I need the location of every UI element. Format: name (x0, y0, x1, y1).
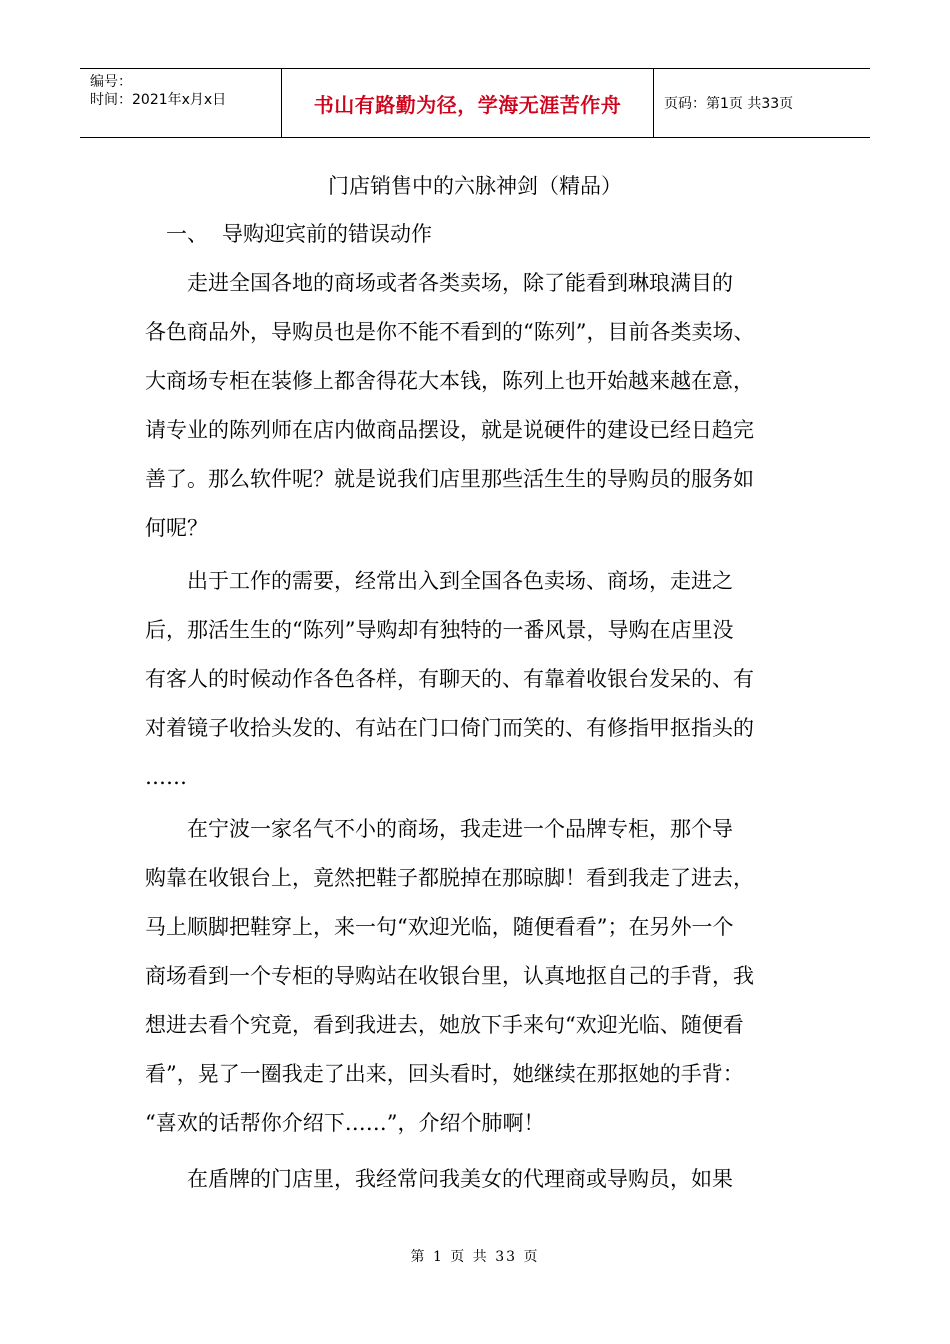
paragraph-line: 走进全国各地的商场或者各类卖场，除了能看到琳琅满目的 (145, 271, 733, 295)
paragraph-line: 各色商品外，导购员也是你不能不看到的“陈列”，目前各类卖场、 (145, 320, 755, 344)
paragraph-1 (145, 259, 825, 553)
paragraph-line: 大商场专柜在装修上都舍得花大本钱，陈列上也开始越来越在意， (145, 369, 754, 393)
header-table (80, 68, 870, 138)
paragraph-line: 善了。那么软件呢？就是说我们店里那些活生生的导购员的服务如 (145, 467, 754, 491)
section-heading (166, 220, 432, 248)
section-heading-text: 导购迎宾前的错误动作 (222, 222, 432, 246)
document-title: 门店销售中的六脉神剑（精品） (328, 174, 622, 198)
paragraph-line: 对着镜子收拾头发的、有站在门口倚门而笑的、有修指甲抠指头的 (145, 716, 754, 740)
paragraph-3 (145, 805, 825, 1148)
paragraph-line: …… (145, 765, 187, 789)
paragraph-line: 在宁波一家名气不小的商场，我走进一个品牌专柜，那个导 (145, 817, 733, 841)
paragraph-line: “喜欢的话帮你介绍下……”，介绍个肺啊！ (145, 1111, 545, 1135)
paragraph-line: 后，那活生生的“陈列”导购却有独特的一番风景，导购在店里没 (145, 618, 734, 642)
paragraph-2 (145, 557, 825, 802)
paragraph-line: 何呢？ (145, 516, 208, 540)
paragraph-4 (145, 1155, 825, 1204)
page-footer: 第 1 页 共 33 页 (410, 1249, 540, 1265)
paragraph-line: 想进去看个究竟，看到我进去，她放下手来句“欢迎光临、随便看 (145, 1013, 744, 1037)
header-motto: 书山有路勤为径，学海无涯苦作舟 (282, 69, 654, 137)
paragraph-line: 出于工作的需要，经常出入到全国各色卖场、商场，走进之 (145, 569, 733, 593)
paragraph-line: 马上顺脚把鞋穿上，来一句“欢迎光临，随便看看”；在另外一个 (145, 915, 734, 939)
document-number-label: 编号： (90, 74, 132, 90)
paragraph-line: 商场看到一个专柜的导购站在收银台里，认真地抠自己的手背，我 (145, 964, 754, 988)
header-page-info: 页码：第1页 共33页 (664, 96, 794, 112)
section-number: 一、 (166, 222, 208, 246)
paragraph-line: 请专业的陈列师在店内做商品摆设，就是说硬件的建设已经日趋完 (145, 418, 754, 442)
paragraph-line: 看”，晃了一圈我走了出来，回头看时，她继续在那抠她的手背： (145, 1062, 744, 1086)
paragraph-line: 在盾牌的门店里，我经常问我美女的代理商或导购员，如果 (145, 1167, 733, 1191)
paragraph-line: 有客人的时候动作各色各样，有聊天的、有靠着收银台发呆的、有 (145, 667, 754, 691)
header-meta-cell (80, 69, 282, 137)
document-time-label: 时间：2021年x月x日 (90, 92, 227, 108)
paragraph-line: 购靠在收银台上，竟然把鞋子都脱掉在那晾脚！看到我走了进去， (145, 866, 754, 890)
